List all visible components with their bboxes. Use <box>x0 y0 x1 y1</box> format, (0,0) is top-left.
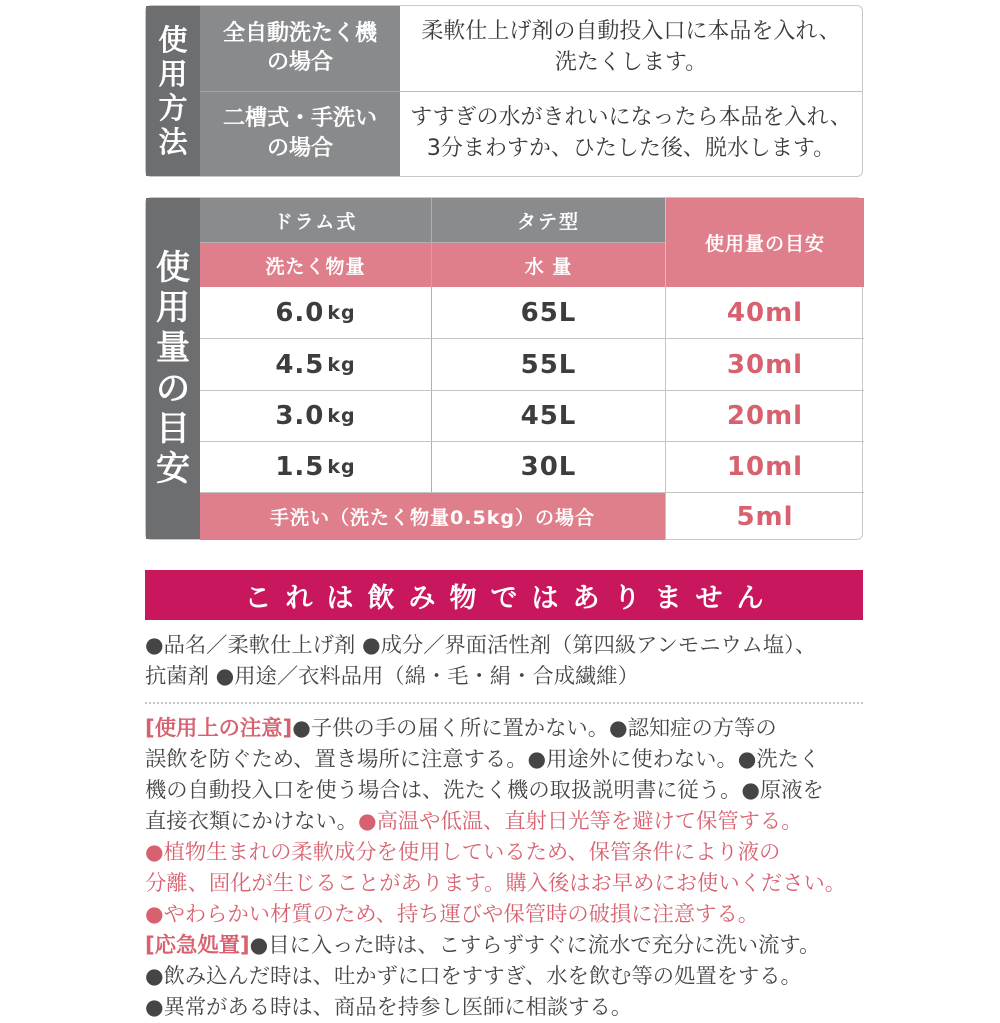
load-value: 6.0 <box>275 297 325 328</box>
side-char: 方 <box>158 91 188 125</box>
usage-desc-twin-tub: すすぎの水がきれいになったら本品を入れ、 3分まわすか、ひたした後、脱水します。 <box>410 104 852 161</box>
header-tate: タテ型 <box>432 198 665 242</box>
table-row <box>200 391 431 441</box>
side-char: 量 <box>156 328 190 369</box>
header-load: 洗たく物量 <box>200 243 431 287</box>
table-row <box>200 91 862 177</box>
caution-text: 直接衣類にかけない。 <box>145 809 358 834</box>
amount-value: 10ml <box>726 452 804 482</box>
emergency-line <box>145 930 865 961</box>
header-water: 水 量 <box>432 243 665 287</box>
grid-divider <box>200 242 665 243</box>
product-info-line: ●品名／柔軟仕上げ剤 ●成分／界面活性剤（第四級アンモニウム塩）、 <box>145 633 817 658</box>
dotted-divider <box>145 702 863 704</box>
table-row <box>200 287 431 338</box>
load-unit: kg <box>327 353 356 376</box>
load-value: 1.5 <box>275 452 325 482</box>
water-value: 30L <box>520 452 577 482</box>
caution-line: 機の自動投入口を使う場合は、洗たく機の取扱説明書に従う。●原液を <box>145 778 824 803</box>
side-char: 使 <box>156 248 190 289</box>
caution-line <box>145 713 865 744</box>
not-a-drink-banner: これは飲み物ではありません <box>145 570 863 620</box>
side-char: 用 <box>158 56 188 91</box>
caution-text-highlight: ●高温や低温、直射日光等を避けて保管する。 <box>357 809 803 834</box>
caution-text: ●子供の手の届く所に置かない。●認知症の方等の <box>292 716 777 741</box>
header-drum: ドラム式 <box>200 198 431 242</box>
usage-method-table <box>145 5 863 177</box>
water-value: 65L <box>520 297 577 328</box>
product-info <box>145 630 865 692</box>
amount-value: 30ml <box>726 349 804 380</box>
load-value: 3.0 <box>275 401 325 431</box>
side-char: 安 <box>156 448 190 489</box>
amount-guide-side-label <box>146 198 200 539</box>
water-value: 45L <box>520 401 577 431</box>
emergency-line: ●飲み込んだ時は、吐かずに口をすすぎ、水を飲む等の処置をする。 <box>145 964 802 989</box>
amount-value: 20ml <box>726 401 804 431</box>
usage-desc-automatic: 柔軟仕上げ剤の自動投入口に本品を入れ、 洗たくします。 <box>421 19 841 76</box>
caution-line-highlight: ●植物生まれの柔軟成分を使用しているため、保管条件により液の <box>145 840 781 865</box>
amount-value: 40ml <box>726 297 804 328</box>
table-row <box>200 6 862 91</box>
grid-divider <box>200 441 864 442</box>
usage-label-automatic: 全自動洗たく機 の場合 <box>200 6 400 91</box>
caution-section <box>145 713 865 1023</box>
caution-line-highlight: ●やわらかい材質のため、持ち運びや保管時の破損に注意する。 <box>145 902 760 927</box>
usage-method-side-label <box>146 6 200 176</box>
emergency-text: ●目に入った時は、こすらずすぐに流水で充分に洗い流す。 <box>249 933 821 958</box>
emergency-tag: [応急処置] <box>145 933 250 958</box>
side-char: 用 <box>156 288 190 329</box>
emergency-line: ●異常がある時は、商品を持参し医師に相談する。 <box>145 995 633 1020</box>
side-char: の <box>156 368 190 409</box>
water-value: 55L <box>520 349 577 380</box>
table-row <box>200 339 431 390</box>
amount-guide-grid <box>200 198 862 539</box>
load-unit: kg <box>327 301 356 324</box>
hand-wash-amount: 5ml <box>736 501 794 532</box>
caution-line: 誤飲を防ぐため、置き場所に注意する。●用途外に使わない。●洗たく <box>145 747 821 772</box>
usage-method-rows <box>200 6 862 176</box>
product-info-line: 抗菌剤 ●用途／衣料品用（綿・毛・絹・合成繊維） <box>145 664 639 689</box>
hand-wash-label: 手洗い（洗たく物量0.5kg）の場合 <box>200 493 665 540</box>
load-unit: kg <box>327 456 356 478</box>
caution-line <box>145 806 865 837</box>
grid-divider <box>200 390 864 391</box>
caution-line-highlight: 分離、固化が生じることがあります。購入後はお早めにお使いください。 <box>145 871 847 896</box>
load-unit: kg <box>327 405 356 427</box>
side-char: 目 <box>156 408 190 449</box>
usage-label-twin-tub: 二槽式・手洗い の場合 <box>200 91 400 177</box>
header-guide: 使用量の目安 <box>666 198 864 287</box>
grid-divider <box>665 198 666 540</box>
load-value: 4.5 <box>275 349 325 380</box>
table-row <box>200 442 431 492</box>
amount-guide-table <box>145 197 863 540</box>
grid-divider <box>200 492 864 493</box>
side-char: 使 <box>158 22 188 57</box>
caution-tag: [使用上の注意] <box>145 716 293 741</box>
grid-divider <box>200 338 864 339</box>
side-char: 法 <box>158 125 188 160</box>
